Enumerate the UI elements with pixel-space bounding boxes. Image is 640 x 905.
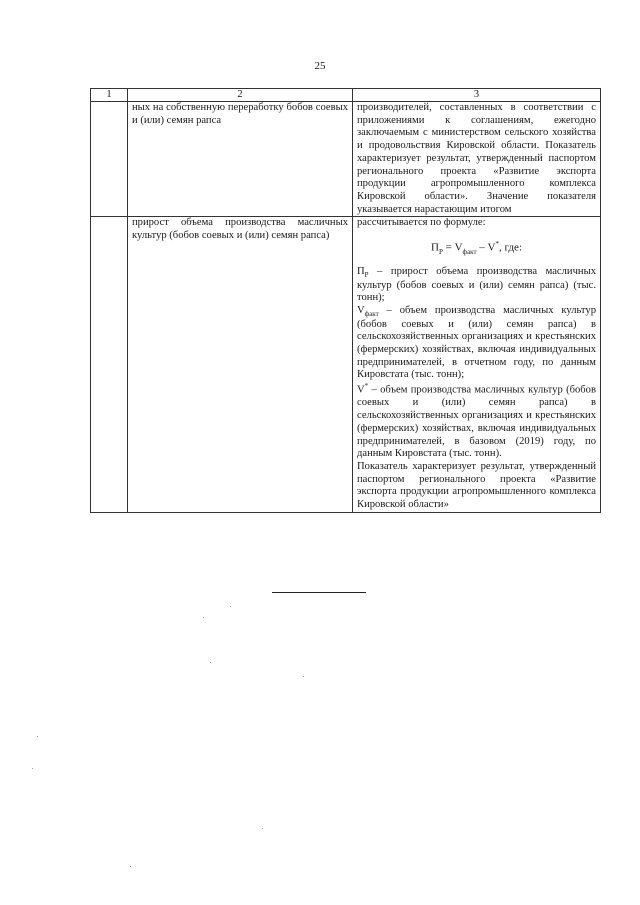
def-symbol-sub: факт <box>364 310 379 319</box>
end-divider <box>272 592 366 593</box>
def-symbol-sub: Р <box>364 271 369 280</box>
formula-v2: V <box>487 241 496 254</box>
definition-pr <box>357 266 596 305</box>
scan-speck <box>32 768 33 769</box>
header-col-1: 1 <box>91 89 128 102</box>
scan-speck <box>210 662 211 663</box>
scan-speck <box>230 606 231 607</box>
indicator-summary: Показатель характеризует результат, утвержденный паспортом регионального проекта «Развитие экспорта продукции агропромышленного комплекса Кировской области» <box>357 460 596 511</box>
def-text: – объем производства масличных культур (бобов соевых и (или) семян рапса) в сельскохозяйственных организациях и крестьянских (фермерских) хозяйствах, включая индивидуальных предпринимателей, в отчетном году, по данным Кировстата (тыс. тонн); <box>357 305 596 381</box>
header-col-3: 3 <box>353 89 601 102</box>
row2-col1 <box>91 217 128 512</box>
formula <box>357 240 596 256</box>
def-symbol: П <box>357 266 365 278</box>
formula-v: V <box>454 241 463 254</box>
scan-speck <box>130 866 131 867</box>
definition-vbase <box>357 382 596 461</box>
scan-speck <box>203 617 204 618</box>
def-symbol: V <box>357 384 365 396</box>
table-row <box>91 217 601 512</box>
def-text: – объем производства масличных культур (бобов соевых и (или) семян рапса) в сельскохозяйственных организациях и крестьянских (фермерских) хозяйствах, включая индивидуальных предпринимателей, в базовом (2019) году, по данным Кировстата (тыс. тонн). <box>357 384 596 460</box>
formula-v2-sup: * <box>495 240 499 249</box>
header-col-2: 2 <box>128 89 353 102</box>
formula-v-sub: факт <box>462 247 477 256</box>
def-text: – прирост объема производства масличных культур (бобов соевых и (или) семян рапса) (тыс. тонн); <box>357 266 596 304</box>
formula-intro: рассчитывается по формуле: <box>357 217 486 229</box>
formula-eq: = <box>442 241 455 254</box>
indicator-table <box>90 88 601 513</box>
table-header-row <box>91 89 601 102</box>
row2-col3 <box>353 217 601 512</box>
row1-col1 <box>91 102 128 217</box>
definition-vfact <box>357 305 596 382</box>
table-row <box>91 102 601 217</box>
scan-speck <box>303 676 304 677</box>
row1-col3: производителей, составленных в соответствии с приложениями к соглашениям, ежегодно заключаемым с министерством сельского хозяйства и продовольствия Кировской области. Показатель характеризует результат, утвержденный паспортом регионального проекта «Развитие экспорта продукции агропромышленного комплекса Кировской области». Значение показателя указывается нарастающим итогом <box>353 102 601 217</box>
formula-tail: , где: <box>499 241 522 254</box>
page-number: 25 <box>314 60 326 72</box>
formula-minus: – <box>476 241 488 254</box>
formula-lhs-sub: Р <box>438 247 443 256</box>
def-symbol: V <box>357 305 365 317</box>
formula-lhs: П <box>431 241 439 254</box>
scan-speck <box>37 736 38 737</box>
row2-col2: прирост объема производства масличных культур (бобов соевых и (или) семян рапса) <box>128 217 353 512</box>
scan-speck <box>262 828 263 829</box>
row1-col2: ных на собственную переработку бобов соевых и (или) семян рапса <box>128 102 353 217</box>
def-symbol-sup: * <box>364 382 369 391</box>
